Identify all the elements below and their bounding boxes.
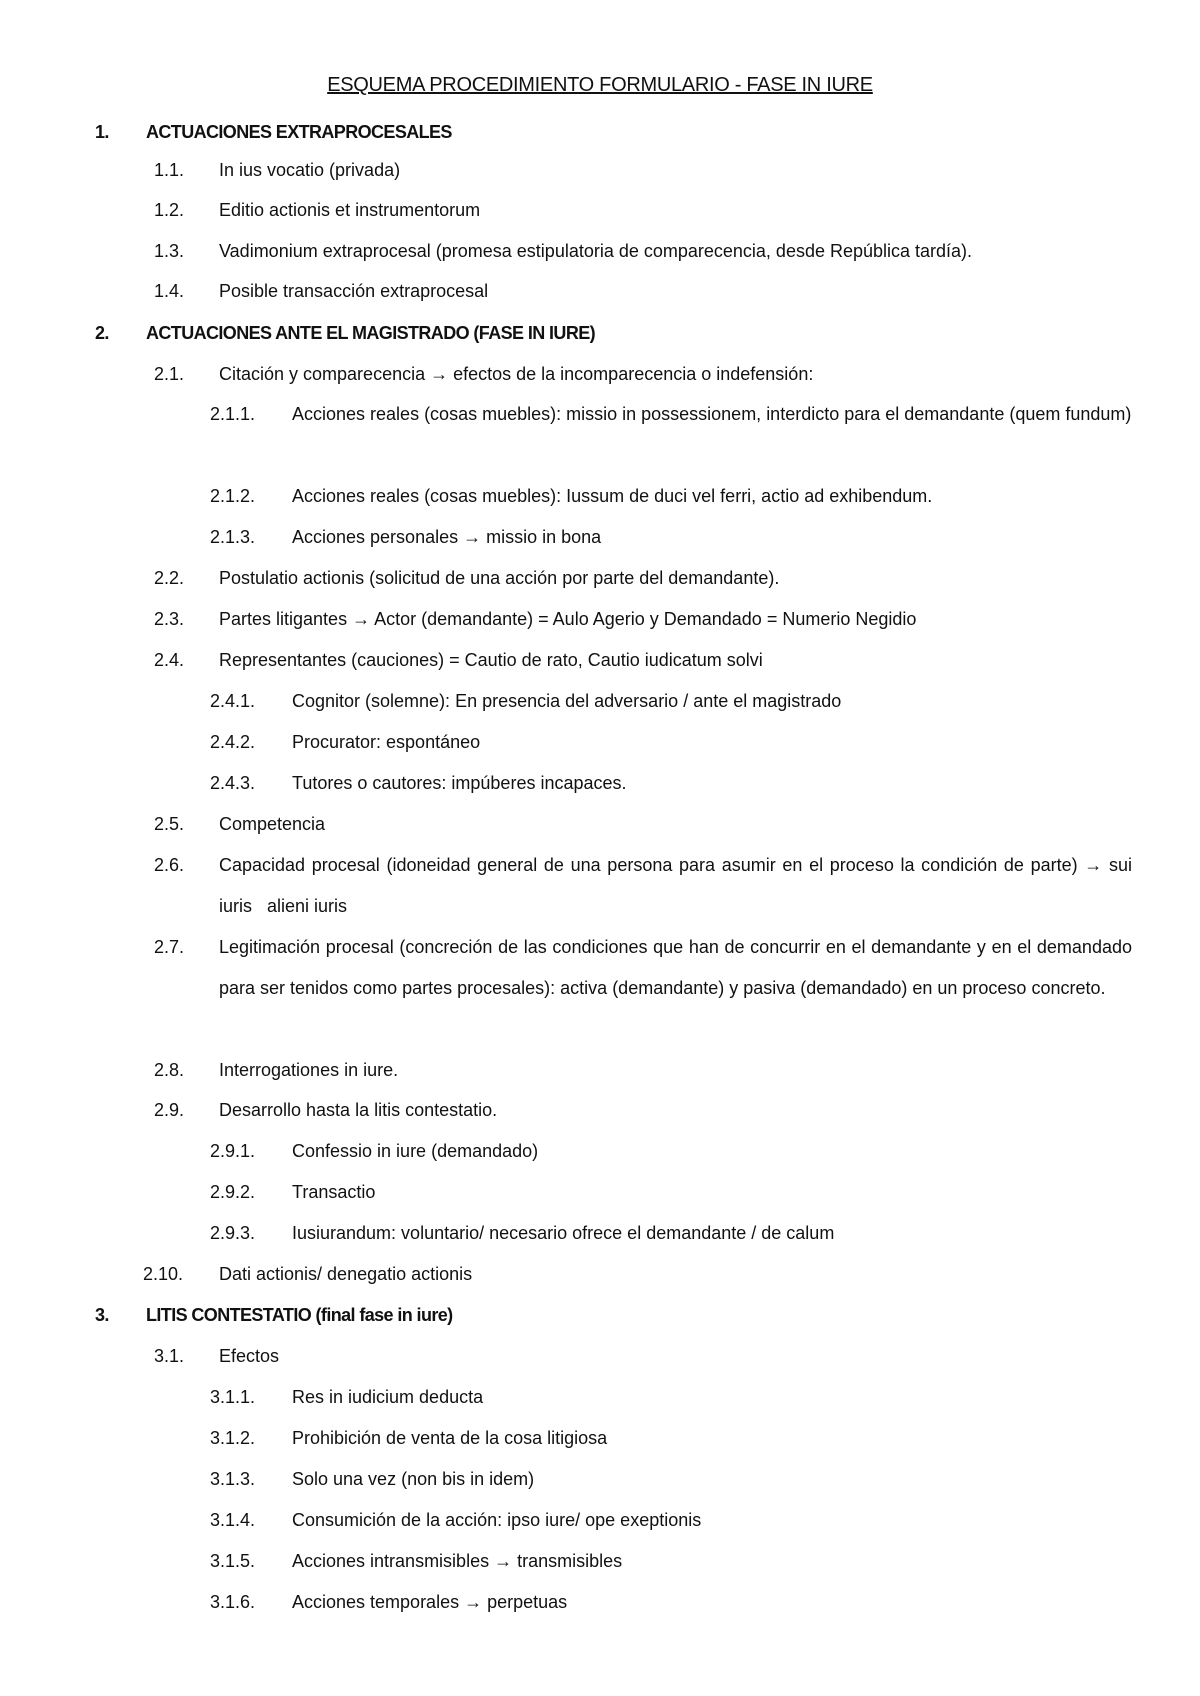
outline-item: Acciones reales (cosas muebles): Iussum de duci vel ferri, actio ad exhibendum. [292,486,933,506]
outline-item: Capacidad procesal (idoneidad general de una persona para asumir en el proceso la condición de parte) → sui iuris alieni iuris [219,855,1138,916]
outline-number: 3.1.1. [210,1387,256,1407]
document-title: ESQUEMA PROCEDIMIENTO FORMULARIO - FASE IN IURE [327,74,873,96]
outline-number: 2.6. [154,855,185,875]
outline-item: Consumición de la acción: ipso iure/ ope exeptionis [292,1510,702,1530]
outline-item: Acciones temporales → perpetuas [292,1592,568,1612]
outline-number: 1. [95,122,109,142]
outline-number: 2.9. [154,1100,185,1120]
outline-number: 3.1.4. [210,1510,256,1530]
section-heading: ACTUACIONES ANTE EL MAGISTRADO (FASE IN IURE) [146,323,596,343]
outline-number: 2.1.2. [210,486,256,506]
outline-number: 3.1.2. [210,1428,256,1448]
outline-number: 1.4. [154,281,185,301]
outline-number: 2.8. [154,1060,185,1080]
outline-item: Interrogationes in iure. [219,1060,399,1080]
outline-number: 2.1.1. [210,404,256,424]
outline-number: 2.4. [154,650,185,670]
outline-number: 2.9.1. [210,1141,256,1161]
outline-number: 2.4.2. [210,732,256,752]
outline-item: Desarrollo hasta la litis contestatio. [219,1100,498,1120]
outline-number: 2.5. [154,814,185,834]
outline-item: Acciones intransmisibles → transmisibles [292,1551,623,1571]
outline-item: Competencia [219,814,326,834]
outline-number: 2.2. [154,568,185,588]
outline-item: Partes litigantes → Actor (demandante) = Aulo Agerio y Demandado = Numerio Negidio [219,609,917,629]
outline-item: Legitimación procesal (concreción de las condiciones que han de concurrir en el demandante y en el demandado para ser tenidos como partes procesales): activa (demandante) y pasiva (demandado) en un proceso concreto. [219,937,1132,998]
outline-item: Acciones reales (cosas muebles): missio in possessionem, interdicto para el demandante (quem fundum) [292,404,1132,424]
outline-number: 2.4.1. [210,691,256,711]
section-heading: LITIS CONTESTATIO (final fase in iure) [146,1305,453,1325]
outline-number: 2. [95,323,109,343]
outline-item: Dati actionis/ denegatio actionis [219,1264,473,1284]
outline-item: Res in iudicium deducta [292,1387,484,1407]
outline-number: 3.1. [154,1346,185,1366]
outline-number: 2.4.3. [210,773,256,793]
outline-item: Editio actionis et instrumentorum [219,200,481,220]
outline-number: 2.9.2. [210,1182,256,1202]
outline-item: Tutores o cautores: impúberes incapaces. [292,773,627,793]
outline-number: 2.1. [154,364,185,384]
outline-number: 2.10. [143,1264,184,1284]
outline-item: Confessio in iure (demandado) [292,1141,539,1161]
outline-item: Representantes (cauciones) = Cautio de rato, Cautio iudicatum solvi [219,650,763,670]
outline-item: Procurator: espontáneo [292,732,481,752]
outline-item: Vadimonium extraprocesal (promesa estipulatoria de comparecencia, desde República tardía). [219,241,973,261]
outline-item: Transactio [292,1182,376,1202]
outline-number: 1.1. [154,160,185,180]
outline-number: 2.9.3. [210,1223,256,1243]
outline-item: Prohibición de venta de la cosa litigiosa [292,1428,608,1448]
outline-item: Postulatio actionis (solicitud de una acción por parte del demandante). [219,568,780,588]
outline-number: 2.7. [154,937,185,957]
outline-number: 3.1.5. [210,1551,256,1571]
outline-number: 2.3. [154,609,185,629]
section-heading: ACTUACIONES EXTRAPROCESALES [146,122,452,142]
outline-item: Efectos [219,1346,280,1366]
outline-number: 3. [95,1305,109,1325]
outline-item: Cognitor (solemne): En presencia del adversario / ante el magistrado [292,691,842,711]
outline-item: Citación y comparecencia → efectos de la incomparecencia o indefensión: [219,364,814,384]
outline-item: In ius vocatio (privada) [219,160,401,180]
outline-number: 1.3. [154,241,185,261]
outline-number: 2.1.3. [210,527,256,547]
outline-item: Solo una vez (non bis in idem) [292,1469,535,1489]
outline-number: 1.2. [154,200,185,220]
outline-item: Iusiurandum: voluntario/ necesario ofrece el demandante / de calum [292,1223,835,1243]
outline-item: Acciones personales → missio in bona [292,527,602,547]
outline-number: 3.1.6. [210,1592,256,1612]
outline-number: 3.1.3. [210,1469,256,1489]
outline-item: Posible transacción extraprocesal [219,281,489,301]
